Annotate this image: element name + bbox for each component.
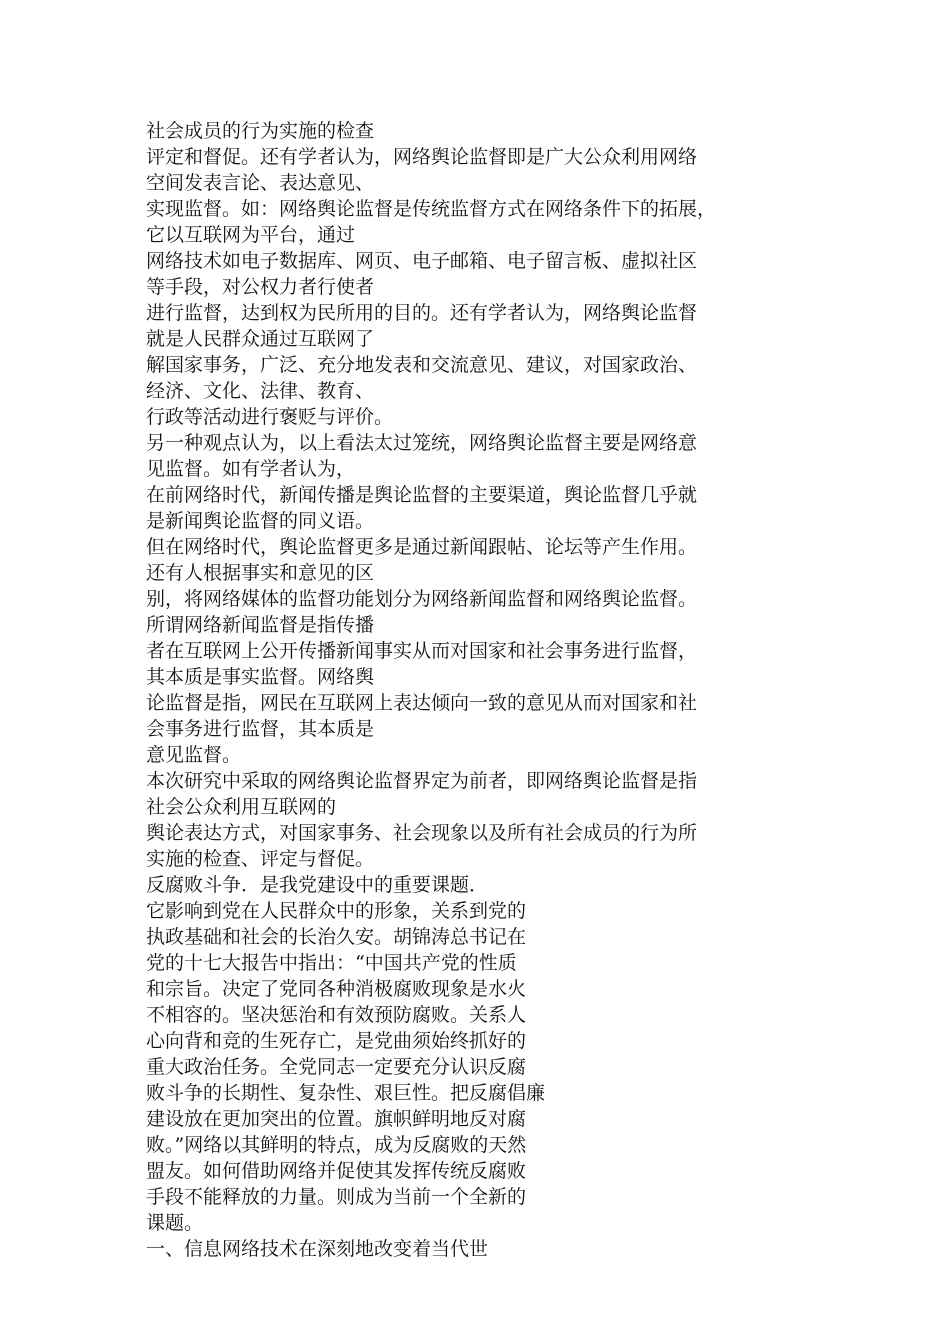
text-line: 手段不能释放的力量。则成为当前一个全新的 (146, 1186, 527, 1208)
text-line: 它影响到党在人民群众中的形象，关系到党的 (146, 900, 527, 922)
text-line: 是新闻舆论监督的同义语。 (146, 510, 375, 532)
text-line: 实施的检查、评定与督促。 (146, 848, 375, 870)
text-line: 所谓网络新闻监督是指传播 (146, 614, 375, 636)
text-line: 其本质是事实监督。网络舆 (146, 666, 375, 688)
text-line: 执政基础和社会的长治久安。胡锦涛总书记在 (146, 926, 527, 948)
text-line: 课题。 (146, 1212, 204, 1234)
text-line: 别，将网络媒体的监督功能划分为网络新闻监督和网络舆论监督。 (146, 588, 698, 610)
text-line: 在前网络时代，新闻传播是舆论监督的主要渠道，舆论监督几乎就 (146, 484, 698, 506)
text-line: 建设放在更加突出的位置。旗帜鲜明地反对腐 (146, 1108, 527, 1130)
text-line: 评定和督促。还有学者认为，网络舆论监督即是广大公众利用网络 (146, 146, 698, 168)
text-line: 实现监督。如：网络舆论监督是传统监督方式在网络条件下的拓展， (146, 198, 717, 220)
document-body (146, 118, 846, 1262)
text-line: 败。”网络以其鲜明的特点，成为反腐败的天然 (146, 1134, 527, 1156)
text-line: 舆论表达方式，对国家事务、社会现象以及所有社会成员的行为所 (146, 822, 698, 844)
text-line: 者在互联网上公开传播新闻事实从而对国家和社会事务进行监督， (146, 640, 698, 662)
text-line: 社会公众利用互联网的 (146, 796, 337, 818)
text-line: 另一种观点认为，以上看法太过笼统，网络舆论监督主要是网络意 (146, 432, 698, 454)
text-line: 一、信息网络技术在深刻地改变着当代世 (146, 1238, 489, 1260)
text-line: 论监督是指，网民在互联网上表达倾向一致的意见从而对国家和社 (146, 692, 698, 714)
text-line: 它以互联网为平台，通过 (146, 224, 356, 246)
text-line: 社会成员的行为实施的检查 (146, 120, 375, 142)
text-line: 行政等活动进行褒贬与评价。 (146, 406, 394, 428)
text-line: 和宗旨。决定了党同各种消极腐败现象是水火 (146, 978, 527, 1000)
text-line: 见监督。如有学者认为， (146, 458, 356, 480)
text-line: 网络技术如电子数据库、网页、电子邮箱、电子留言板、虚拟社区 (146, 250, 698, 272)
text-line: 等手段，对公权力者行使者 (146, 276, 375, 298)
text-line: 但在网络时代，舆论监督更多是通过新闻跟帖、论坛等产生作用。 (146, 536, 698, 558)
text-line: 还有人根据事实和意见的区 (146, 562, 375, 584)
text-line: 进行监督，达到权为民所用的目的。还有学者认为，网络舆论监督 (146, 302, 698, 324)
text-line: 经济、文化、法律、教育、 (146, 380, 375, 402)
text-line: 败斗争的长期性、复杂性、艰巨性。把反腐倡廉 (146, 1082, 546, 1104)
text-line: 本次研究中采取的网络舆论监督界定为前者，即网络舆论监督是指 (146, 770, 698, 792)
text-line: 会事务进行监督，其本质是 (146, 718, 375, 740)
text-line: 意见监督。 (146, 744, 242, 766)
text-line: 重大政治任务。全党同志一定要充分认识反腐 (146, 1056, 527, 1078)
text-line: 党的十七大报告中指出：“中国共产党的性质 (146, 952, 517, 974)
text-line: 不相容的。坚决惩治和有效预防腐败。关系人 (146, 1004, 527, 1026)
text-line: 心向背和竞的生死存亡，是党曲须始终抓好的 (146, 1030, 527, 1052)
text-line: 盟友。如何借助网络并促使其发挥传统反腐败 (146, 1160, 527, 1182)
text-line: 空间发表言论、表达意见、 (146, 172, 375, 194)
text-line: 就是人民群众通过互联网了 (146, 328, 375, 350)
text-line: 解国家事务，广泛、充分地发表和交流意见、建议，对国家政治、 (146, 354, 698, 376)
text-line: 反腐败斗争．是我党建设中的重要课题． (146, 874, 489, 896)
